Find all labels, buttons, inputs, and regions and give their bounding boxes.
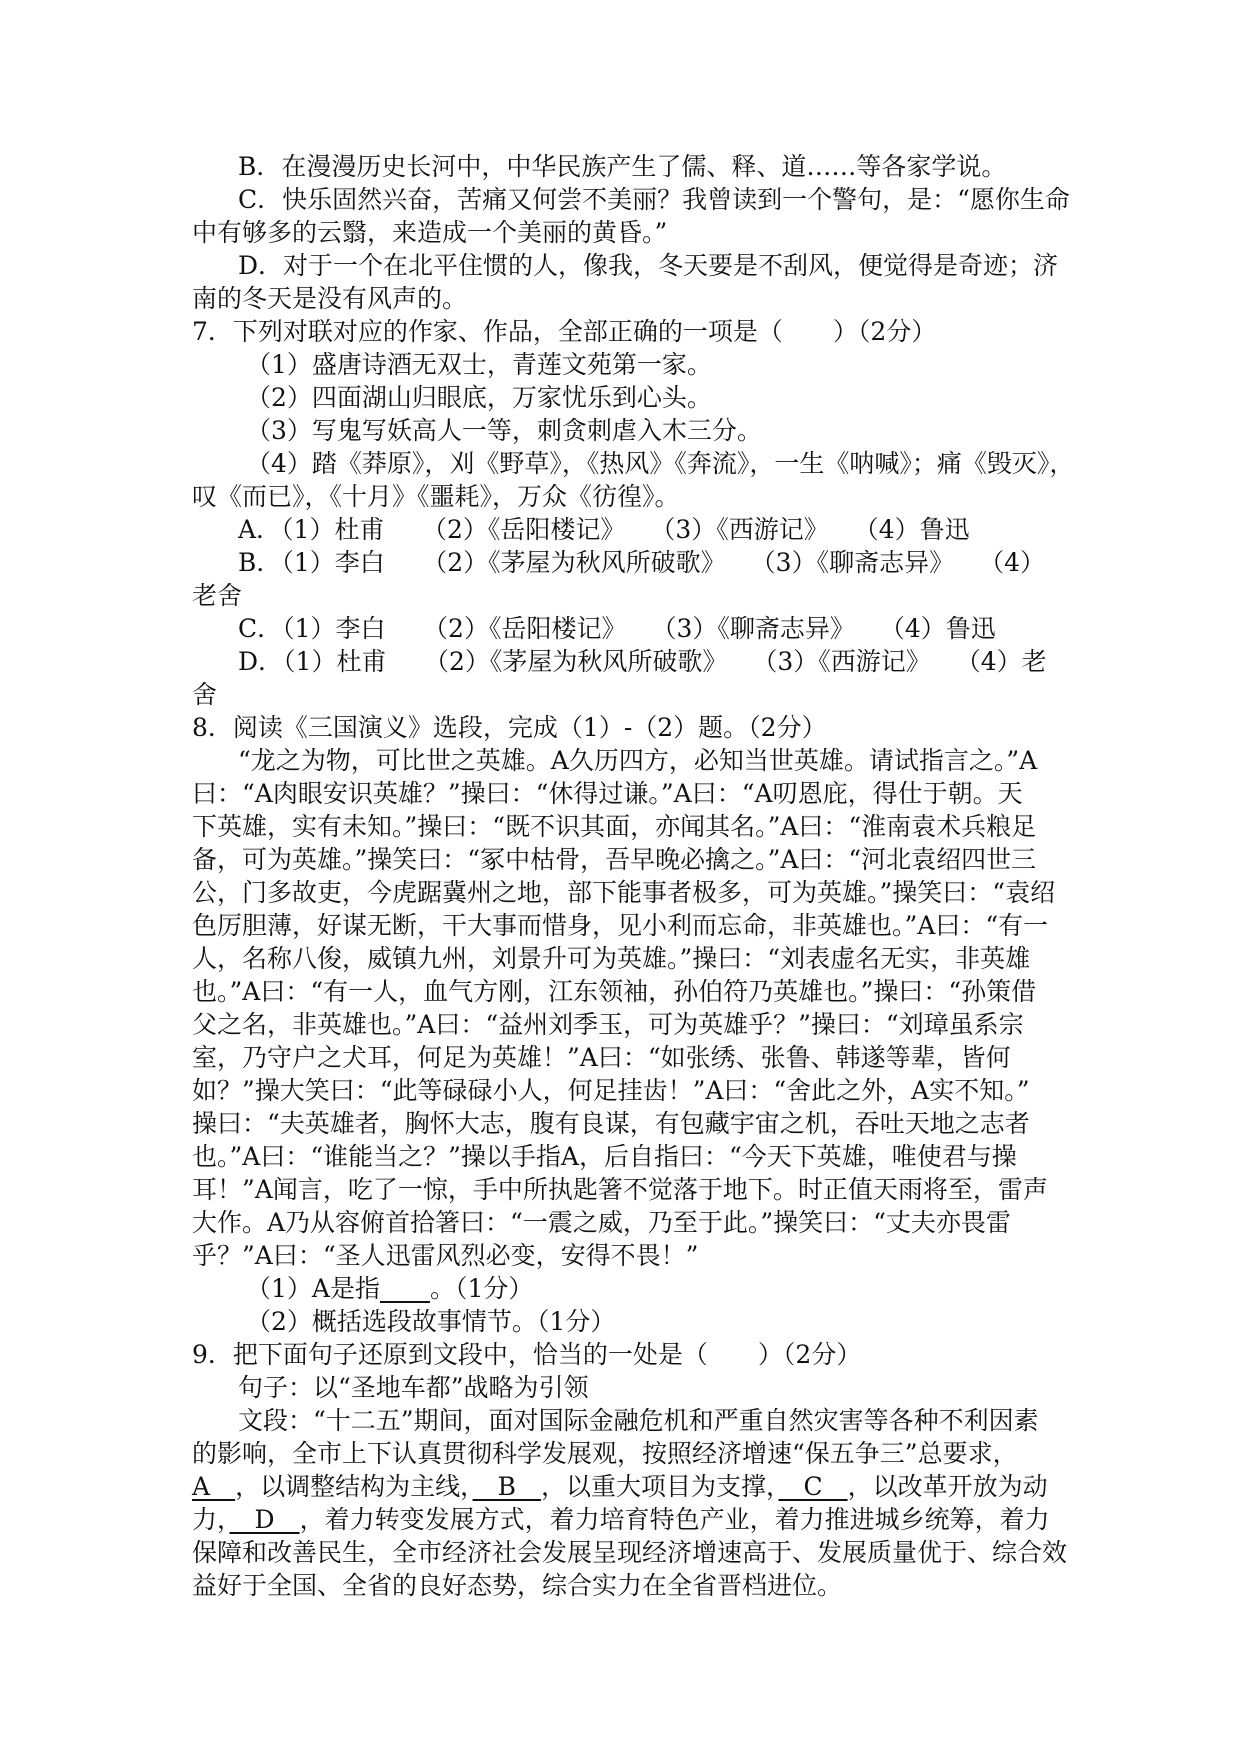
q9-paragraph-line3 [192, 1470, 1048, 1504]
q8-passage-line: 父之名，非英雄也。”A曰：“益州刘季玉，可为英雄乎？”操曰：“刘璋虽系宗 [192, 1010, 1024, 1039]
q7-couplet-3: （3）写鬼写妖高人一等，刺贪刺虐入木三分。 [246, 416, 762, 445]
q6-option-c-line1: C．快乐固然兴奋，苦痛又何尝不美丽？我曾读到一个警句，是：“愿你生命 [238, 185, 1070, 214]
q9-sentence: 句子：以“圣地车都”战略为引领 [238, 1373, 589, 1402]
q9-paragraph-line6: 益好于全国、全省的良好态势，综合实力在全省晋档进位。 [192, 1571, 843, 1600]
q8-sub1-answer-blank[interactable] [380, 1274, 430, 1303]
q8-sub1-prefix: （1）A是指 [246, 1274, 380, 1303]
q9-text: ，以改革开放为动 [847, 1472, 1048, 1501]
q8-subquestion-2: （2）概括选段故事情节。（1分） [246, 1307, 616, 1336]
q8-passage-line: 人，名称八俊，威镇九州，刘景升可为英雄。”操曰：“刘表虚名无实，非英雄 [192, 944, 1031, 973]
q9-text: ，着力转变发展方式，着力培育特色产业，着力推进城乡统筹，着力 [299, 1505, 1050, 1534]
q8-passage-line: 如？”操大笑曰：“此等碌碌小人，何足挂齿！”A曰：“舍此之外，A实不知。” [192, 1076, 1030, 1105]
q9-blank-b: B [472, 1472, 541, 1501]
q8-passage-line: 公，门多故吏，今虎踞冀州之地，部下能事者极多，可为英雄。”操笑曰：“袁绍 [192, 878, 1056, 907]
q7-couplet-1: （1）盛唐诗酒无双士，青莲文苑第一家。 [246, 350, 712, 379]
q8-stem: 8．阅读《三国演义》选段，完成（1）-（2）题。（2分） [192, 713, 827, 742]
q7-option-a: A．（1）杜甫 （2）《岳阳楼记》 （3）《西游记》 （4）鲁迅 [238, 515, 970, 544]
q9-blank-d: D [229, 1505, 300, 1534]
q8-passage-line: 备，可为英雄。”操笑曰：“冢中枯骨，吾早晚必擒之。”A曰：“河北袁绍四世三 [192, 845, 1037, 874]
q9-text: 力， [192, 1505, 230, 1534]
q7-couplet-4-line2: 叹《而已》，《十月》《噩耗》，万众《彷徨》。 [192, 482, 680, 511]
q7-couplet-2: （2）四面湖山归眼底，万家忧乐到心头。 [246, 383, 712, 412]
q8-passage-line: 曰：“A肉眼安识英雄？”操曰：“休得过谦。”A曰：“A叨恩庇，得仕于朝。天 [192, 779, 1023, 808]
q8-passage-line: 也。”A曰：“谁能当之？”操以手指A，后自指曰：“今天下英雄，唯使君与操 [192, 1142, 1017, 1171]
q9-paragraph-line2: 的影响，全市上下认真贯彻科学发展观，按照经济增速“保五争三”总要求， [192, 1439, 1018, 1468]
q9-text: ，以重大项目为支撑， [540, 1472, 779, 1501]
q8-subquestion-1 [246, 1272, 533, 1306]
q8-passage-line: “龙之为物，可比世之英雄。A久历四方，必知当世英雄。请试指言之。”A [238, 746, 1038, 775]
q9-paragraph-line4 [192, 1503, 1050, 1537]
q9-text: ，以调整结构为主线， [235, 1472, 473, 1501]
q9-blank-a: A [192, 1472, 236, 1501]
q6-option-c-line2: 中有够多的云翳，来造成一个美丽的黄昏。” [192, 218, 668, 247]
q8-passage-line: 耳！”A闻言，吃了一惊，手中所执匙箸不觉落于地下。时正值天雨将至，雷声 [192, 1175, 1048, 1204]
q8-sub1-suffix: 。（1分） [429, 1274, 534, 1303]
q6-option-d-line2: 南的冬天是没有风声的。 [192, 284, 468, 313]
q7-couplet-4-line1: （4）踏《莽原》，刈《野草》，《热风》《奔流》，一生《呐喊》；痛《毁灭》， [246, 449, 1075, 478]
q7-stem: 7．下列对联对应的作家、作品，全部正确的一项是（ ）（2分） [192, 317, 937, 346]
q8-passage-line: 乎？”A曰：“圣人迅雷风烈必变，安得不畏！” [192, 1241, 699, 1270]
q7-option-d-line1: D．（1）杜甫 （2）《茅屋为秋风所破歌》 （3）《西游记》 （4）老 [238, 647, 1047, 676]
q7-option-d-line2: 舍 [192, 680, 218, 709]
q8-passage-line: 下英雄，实有未知。”操曰：“既不识其面，亦闻其名。”A曰：“淮南袁术兵粮足 [192, 812, 1037, 841]
q9-paragraph-line5: 保障和改善民生，全市经济社会发展呈现经济增速高于、发展质量优于、综合效 [192, 1538, 1068, 1567]
q8-passage-line: 操曰：“夫英雄者，胸怀大志，腹有良谋，有包藏宇宙之机，吞吐天地之志者 [192, 1109, 1030, 1138]
q7-option-b-line1: B．（1）李白 （2）《茅屋为秋风所破歌》 （3）《聊斋志异》 （4） [238, 548, 1045, 577]
q7-option-c: C．（1）李白 （2）《岳阳楼记》 （3）《聊斋志异》 （4）鲁迅 [238, 614, 996, 643]
q8-passage-line: 大作。A乃从容俯首拾箸曰：“一震之威，乃至于此。”操笑曰：“丈夫亦畏雷 [192, 1208, 1011, 1237]
q6-option-b: B．在漫漫历史长河中，中华民族产生了儒、释、道……等各家学说。 [238, 152, 1007, 181]
q6-option-d-line1: D．对于一个在北平住惯的人，像我，冬天要是不刮风，便觉得是奇迹；济 [238, 251, 1059, 280]
q9-paragraph-line1: 文段：“十二五”期间，面对国际金融危机和严重自然灾害等各种不利因素 [238, 1406, 1039, 1435]
q7-option-b-line2: 老舍 [192, 581, 243, 610]
q9-stem: 9．把下面句子还原到文段中，恰当的一处是（ ）（2分） [192, 1340, 862, 1369]
q8-passage-line: 也。”A曰：“有一人，血气方刚，江东领袖，孙伯符乃英雄也。”操曰：“孙策借 [192, 977, 1037, 1006]
q9-blank-c: C [778, 1472, 848, 1501]
q8-passage-line: 室，乃守户之犬耳，何足为英雄！”A曰：“如张绣、张鲁、韩遂等辈，皆何 [192, 1043, 1011, 1072]
q8-passage-line: 色厉胆薄，好谋无断，干大事而惜身，见小利而忘命，非英雄也。”A曰：“有一 [192, 911, 1049, 940]
